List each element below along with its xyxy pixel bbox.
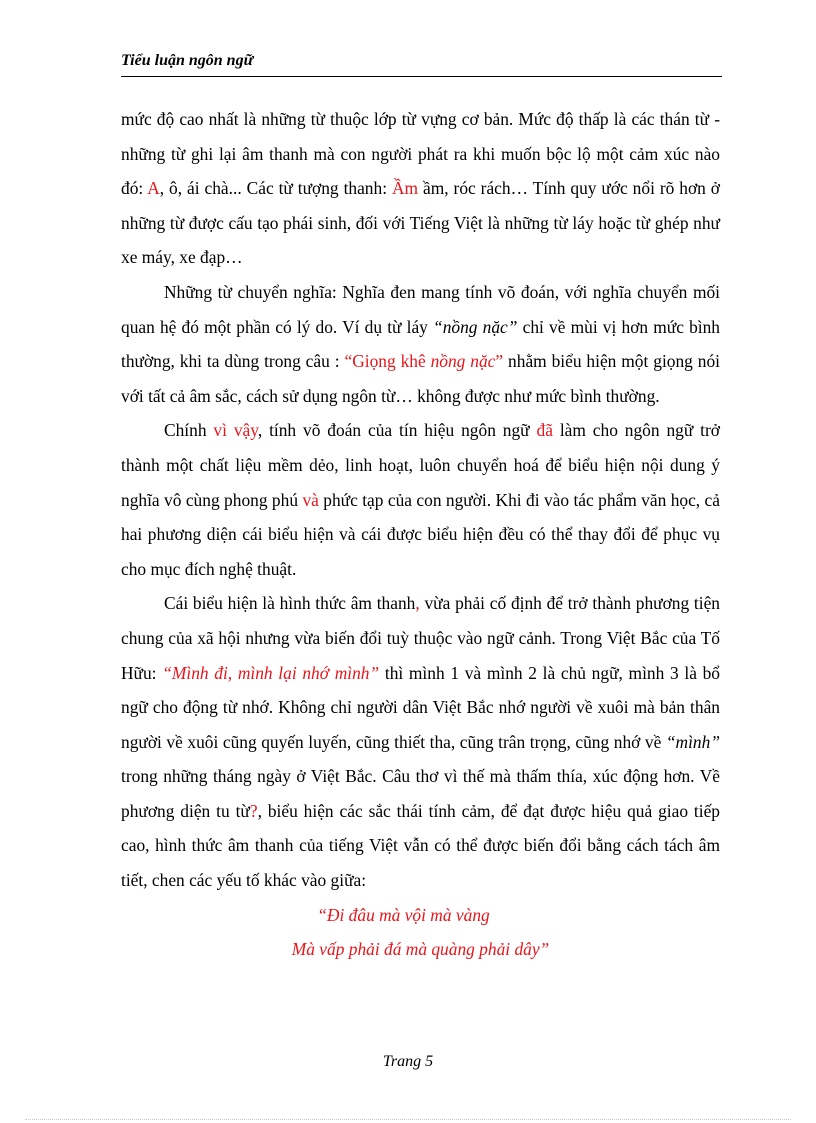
verse-line-1: “Đi đâu mà vội mà vàng [317, 904, 490, 925]
text: phức tạp của con người. Khi đi vào tác phẩm văn học, cả hai phương diện cái biểu hiện và cái được biểu hiện đều có thể thay đổi để phục vụ cho mục đích nghệ thuật. [121, 489, 720, 579]
text: mức độ cao nhất là những từ thuộc lớp từ vựng cơ bản. Mức độ thấp là các thán từ - những từ ghi lại âm thanh mà con người phát ra khi muốn bộc lộ một cảm xúc nào đó: [121, 109, 720, 199]
highlight-italic-text: “Mình đi, mình lại nhớ mình” [162, 662, 380, 683]
text: vừa phải cố định để trở thành phương tiện chung của xã hội nhưng vừa biến đổi tuỳ thuộc vào ngữ cảnh. Trong Việt Bắc của Tố Hữu: [121, 593, 720, 683]
text: ầm, róc rách… Tính quy ước nổi rõ hơn ở những từ được cấu tạo phái sinh, đối với Tiếng Việt là những từ láy hoặc từ ghép như xe máy, xe đạp… [121, 178, 720, 268]
italic-term: “nồng nặc” [433, 316, 518, 337]
paragraph-3 [121, 413, 720, 586]
text: trong những tháng ngày ở Việt Bắc. Câu thơ vì thế mà thấm thía, xúc động hơn. Về phương diện tu từ [121, 766, 720, 821]
text: thì mình 1 và mình 2 là chủ ngữ, mình 3 là bổ ngữ cho động từ nhớ. Không chỉ người dân Việt Bắc nhớ người về xuôi mà bản thân người về xuôi cũng quyến luyến, cũng thiết tha, cũng trân trọng, cũng nhớ về [121, 662, 720, 752]
italic-term: “mình” [665, 731, 720, 752]
verse-quote [121, 898, 720, 967]
paragraph-4 [121, 586, 720, 897]
document-body [121, 102, 720, 967]
highlight-text: ? [249, 800, 258, 821]
text: Chính [164, 420, 214, 441]
highlight-text: A [147, 178, 160, 199]
text: Cái biểu hiện là hình thức âm thanh [164, 593, 416, 614]
page-bottom-rule [25, 1119, 791, 1120]
highlight-text: “Giọng khê [344, 351, 431, 372]
text: , biểu hiện các sắc thái tính cảm, để đạt được hiệu quả giao tiếp cao, hình thức âm thanh của tiếng Việt vẫn có thể được biến đổi bằng cách tách âm tiết, chen các yếu tố khác vào giữa: [121, 800, 721, 891]
verse-line-2: Mà vấp phải đá mà quàng phải dây” [291, 939, 550, 960]
paragraph-2 [121, 275, 720, 413]
text: , tính võ đoán của tín hiệu ngôn ngữ [257, 420, 537, 441]
text: , ô, ái chà... Các từ tượng thanh: [159, 178, 392, 199]
text: làm cho ngôn ngữ trở thành một chất liệu mềm dẻo, linh hoạt, luôn chuyển hoá để biểu hiện nội dung ý nghĩa vô cùng phong phú [121, 420, 720, 510]
highlight-text: ” [495, 351, 504, 372]
highlight-text: và [302, 489, 319, 510]
highlight-italic-text: nồng nặc [430, 351, 496, 372]
paragraph-1 [121, 102, 720, 275]
highlight-text: vì vậy [213, 420, 258, 441]
text: Những từ chuyển nghĩa: Nghĩa đen mang tính võ đoán, với nghĩa chuyển mối quan hệ đó một phần có lý do. Ví dụ từ láy [121, 281, 720, 337]
highlight-text: , [415, 593, 420, 614]
text: chỉ về mùi vị hơn mức bình thường, khi ta dùng trong câu : [121, 316, 720, 372]
highlight-text: Ầm [391, 178, 419, 199]
page-number: Trang 5 [382, 1053, 434, 1070]
header-rule [121, 76, 722, 77]
text: nhằm biểu hiện một giọng nói với tất cả âm sắc, cách sử dụng ngôn từ… không được như mức bình thường. [121, 351, 720, 406]
running-header: Tiểu luận ngôn ngữ [121, 52, 254, 69]
highlight-text: đã [536, 420, 553, 441]
